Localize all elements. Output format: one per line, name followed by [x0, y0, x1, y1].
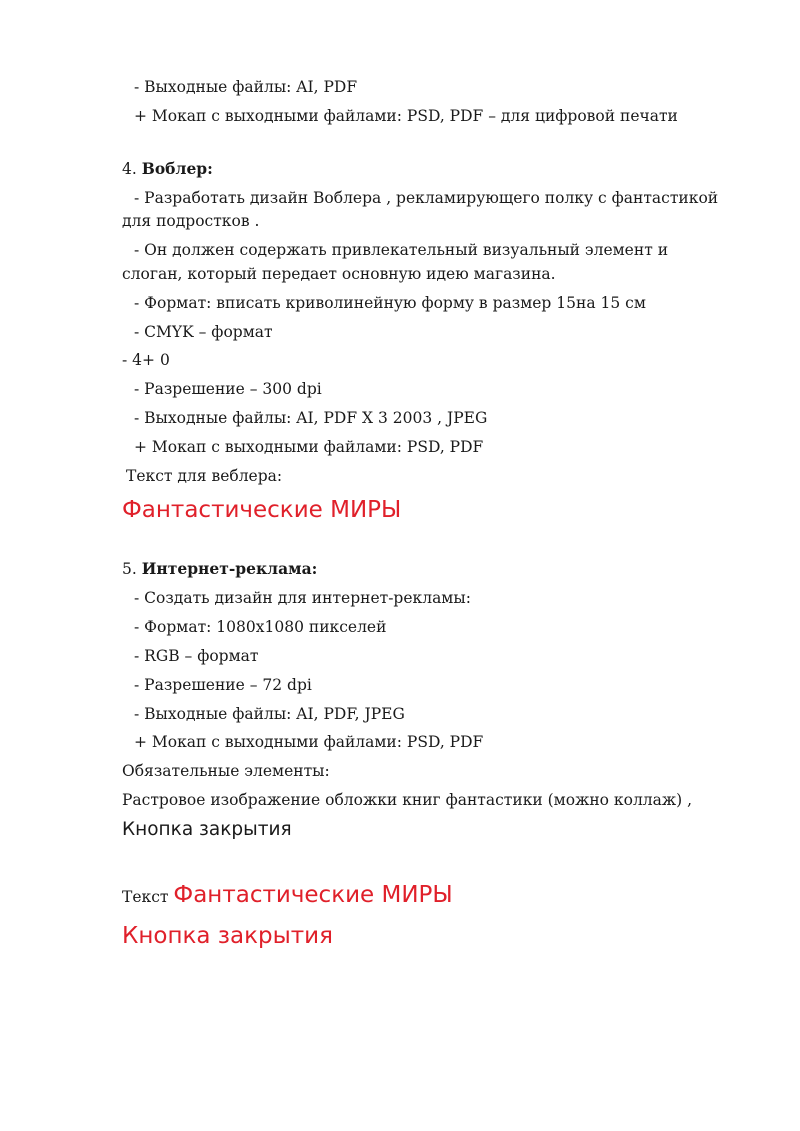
close-highlight: Кнопка закрытия	[122, 923, 333, 949]
section-4-item: слоган, который передает основную идею магазина.	[122, 265, 556, 283]
section-5-item: Растровое изображение обложки книг фантастики (можно коллаж) ,	[122, 791, 693, 809]
section-4-item: - Разрешение – 300 dpi	[134, 380, 322, 398]
mockup-line: + Мокап с выходными файлами: PSD, PDF – для цифровой печати	[134, 107, 678, 125]
section-4-title: Воблер:	[141, 159, 213, 178]
section-4-highlight: Фантастические МИРЫ	[122, 497, 402, 523]
section-5-title: Интернет-реклама:	[141, 559, 318, 578]
section-5-item: - Создать дизайн для интернет-рекламы:	[134, 589, 471, 607]
text-line	[122, 880, 453, 910]
section-5-item: + Мокап с выходными файлами: PSD, PDF	[134, 733, 484, 751]
section-4-item: - Формат: вписать криволинейную форму в размер 15на 15 см	[134, 294, 646, 312]
section-5-item: - Выходные файлы: AI, PDF, JPEG	[134, 705, 405, 723]
section-4-item: - CMYK – формат	[134, 323, 273, 341]
text-label: Текст	[122, 888, 169, 906]
section-5-item: - Разрешение – 72 dpi	[134, 676, 312, 694]
close-button-text: Кнопка закрытия	[122, 819, 292, 840]
section-5-number: 5.	[122, 560, 137, 578]
section-4-item: - Разработать дизайн Воблера , рекламирующего полку с фантастикой	[134, 189, 719, 207]
section-4-item: - Выходные файлы: AI, PDF X 3 2003 , JPEG	[134, 409, 488, 427]
section-5-item: - Формат: 1080х1080 пикселей	[134, 618, 387, 636]
section-5-heading	[122, 558, 317, 580]
section-4-item: для подростков .	[122, 212, 260, 230]
output-files-line: - Выходные файлы: AI, PDF	[134, 78, 358, 96]
section-4-item: - 4+ 0	[122, 351, 170, 369]
text-highlight: Фантастические МИРЫ	[173, 882, 453, 908]
section-4-item: + Мокап с выходными файлами: PSD, PDF	[134, 438, 484, 456]
section-5-item: - RGB – формат	[134, 647, 259, 665]
section-4-item: - Он должен содержать привлекательный визуальный элемент и	[134, 241, 669, 259]
section-4-heading	[122, 158, 213, 180]
section-4-item: Текст для веблера:	[126, 467, 283, 485]
section-4-number: 4.	[122, 160, 137, 178]
section-5-item: Обязательные элементы:	[122, 762, 330, 780]
